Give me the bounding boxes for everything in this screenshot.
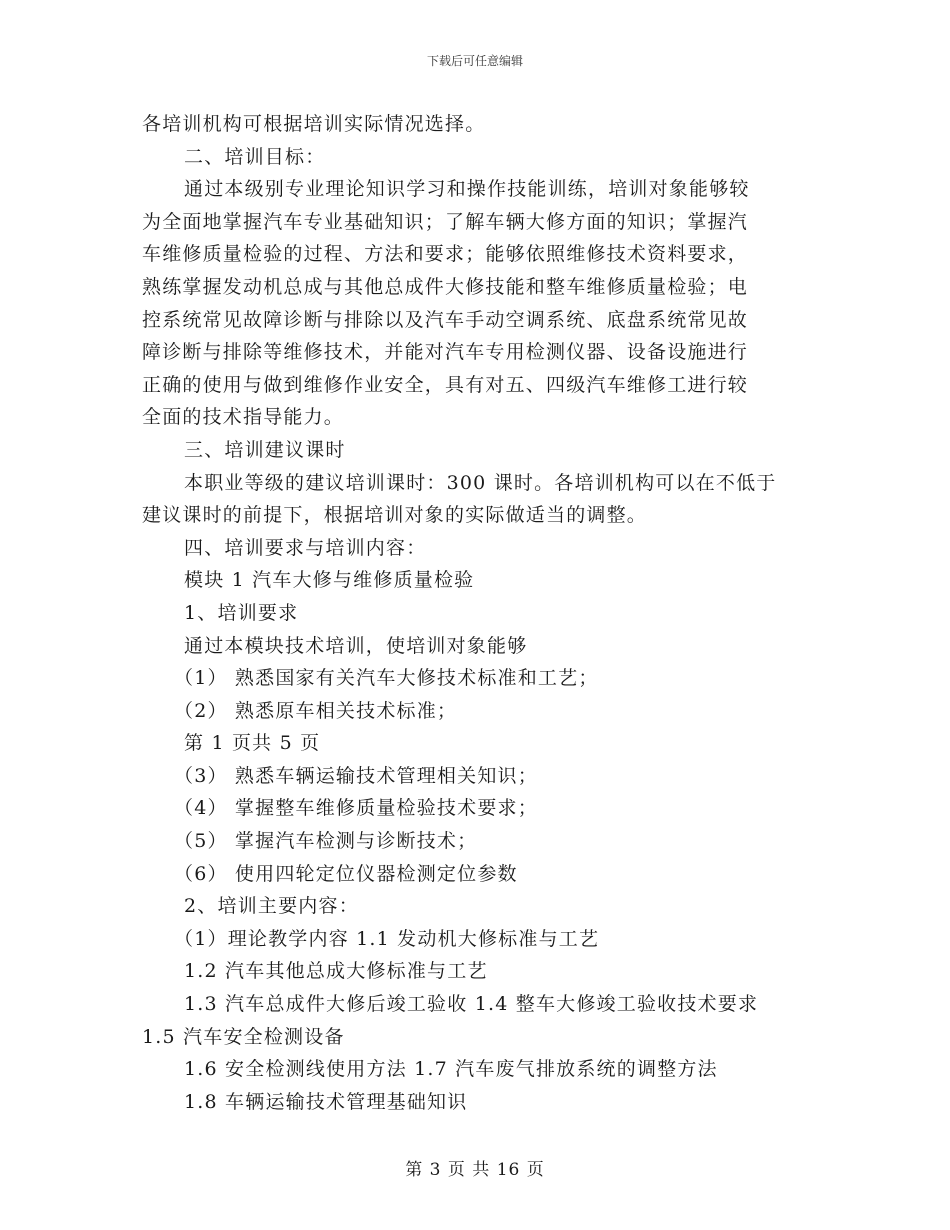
list-item: （1） 熟悉国家有关汽车大修技术标准和工艺；	[174, 667, 599, 690]
inline-page-marker: 第 1 页共 5 页	[184, 732, 321, 755]
paragraph-line: 为全面地掌握汽车专业基础知识；了解车辆大修方面的知识；掌握汽	[142, 210, 749, 233]
paragraph-line: 各培训机构可根据培训实际情况选择。	[142, 113, 486, 135]
paragraph-line: 控系统常见故障诊断与排除以及汽车手动空调系统、底盘系统常见故	[142, 308, 749, 331]
list-item: （3） 熟悉车辆运输技术管理相关知识；	[174, 764, 538, 787]
paragraph-line: 熟练掌握发动机总成与其他总成件大修技能和整车维修质量检验；电	[142, 275, 749, 298]
paragraph-line: 正确的使用与做到维修作业安全，具有对五、四级汽车维修工进行较	[142, 373, 749, 396]
paragraph-line: 车维修质量检验的过程、方法和要求；能够依照维修技术资料要求，	[142, 243, 749, 266]
paragraph-line: 本职业等级的建议培训课时：300 课时。各培训机构可以在不低于	[184, 471, 777, 494]
paragraph-line: 通过本模块技术培训，使培训对象能够	[184, 634, 528, 657]
paragraph-line: 1.2 汽车其他总成大修标准与工艺	[184, 960, 488, 983]
list-item: （2） 熟悉原车相关技术标准；	[174, 699, 458, 722]
section-heading: 三、培训建议课时	[184, 438, 346, 461]
paragraph-line: 1.3 汽车总成件大修后竣工验收 1.4 整车大修竣工验收技术要求	[184, 993, 759, 1016]
paragraph-line: （1）理论教学内容 1.1 发动机大修标准与工艺	[174, 927, 600, 950]
paragraph-line: 1.5 汽车安全检测设备	[142, 1025, 345, 1048]
list-item: （5） 掌握汽车检测与诊断技术；	[174, 830, 478, 853]
subsection-heading: 2、培训主要内容：	[184, 895, 359, 918]
list-item: （4） 掌握整车维修质量检验技术要求；	[174, 797, 538, 820]
document-body	[142, 108, 822, 1118]
subsection-heading: 1、培训要求	[184, 601, 299, 624]
paragraph-line: 通过本级别专业理论知识学习和操作技能训练，培训对象能够较	[184, 178, 750, 201]
paragraph-line: 全面的技术指导能力。	[142, 406, 345, 429]
paragraph-line: 1.8 车辆运输技术管理基础知识	[184, 1090, 468, 1113]
section-heading: 二、培训目标：	[184, 145, 326, 168]
paragraph-line: 障诊断与排除等维修技术，并能对汽车专用检测仪器、设备设施进行	[142, 341, 749, 364]
paragraph-line: 1.6 安全检测线使用方法 1.7 汽车废气排放系统的调整方法	[184, 1058, 718, 1081]
page-header: 下载后可任意编辑	[426, 54, 523, 68]
section-heading: 四、培训要求与培训内容：	[184, 536, 427, 559]
module-heading: 模块 1 汽车大修与维修质量检验	[184, 569, 475, 592]
paragraph-line: 建议课时的前提下，根据培训对象的实际做适当的调整。	[142, 504, 648, 527]
page-footer: 第 3 页 共 16 页	[405, 1160, 545, 1180]
list-item: （6） 使用四轮定位仪器检测定位参数	[174, 862, 518, 885]
